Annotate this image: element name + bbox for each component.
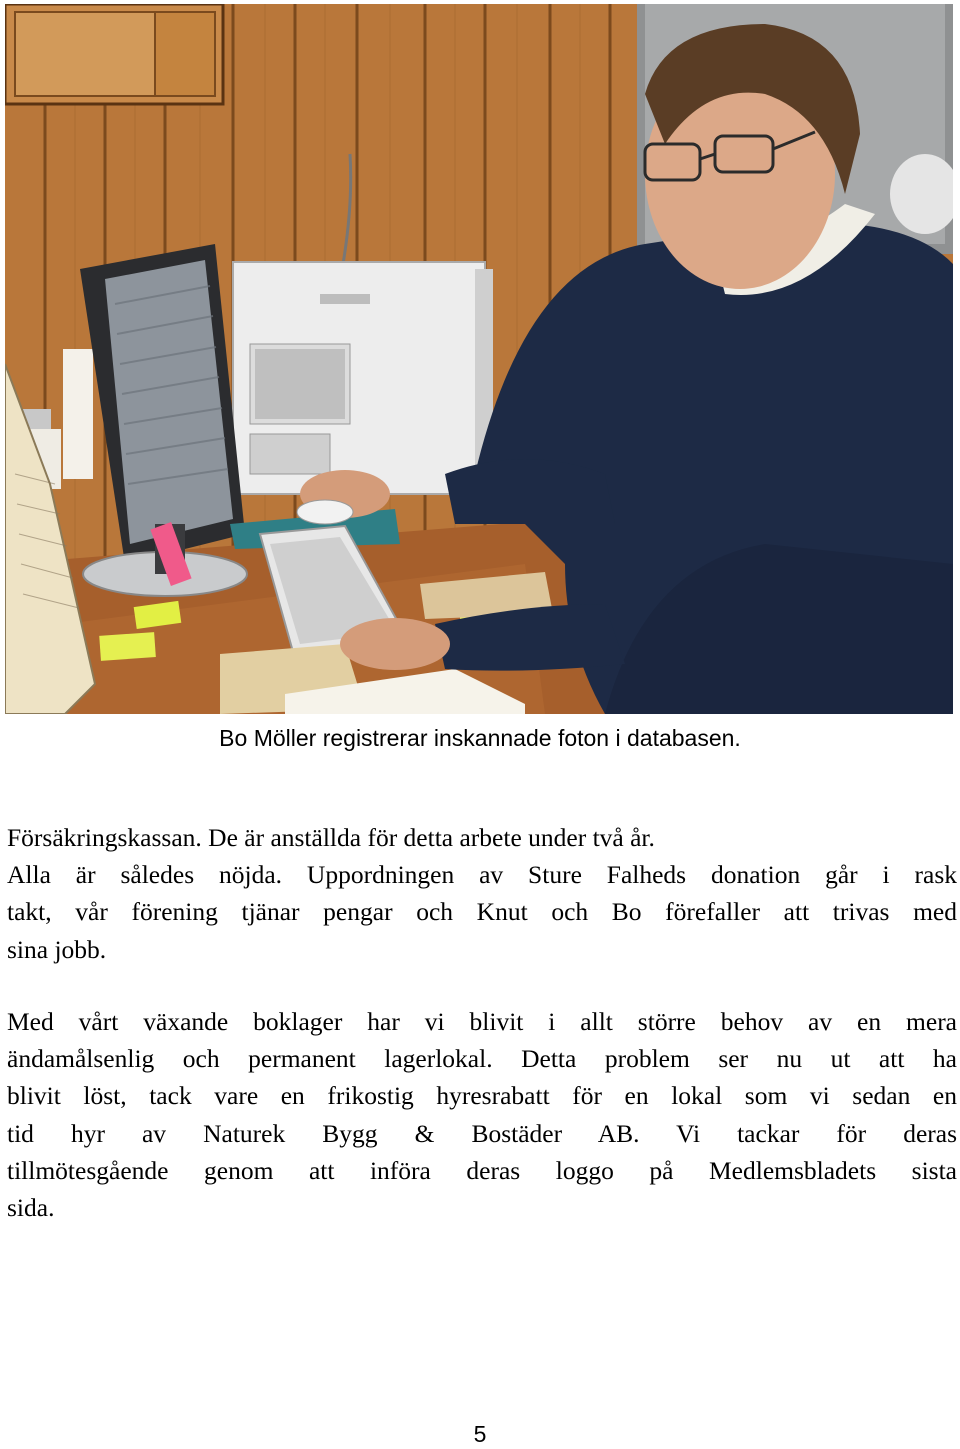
paragraph-2-line: tid hyr av Naturek Bygg & Bostäder AB. Vi tackar för deras <box>7 1118 957 1148</box>
paragraph-2 <box>7 1003 957 1226</box>
paragraph-1 <box>7 819 957 968</box>
page-number: 5 <box>473 1421 487 1447</box>
paragraph-2-line: tillmötesgående genom att införa deras loggo på Medlemsbladets sista <box>7 1155 957 1185</box>
paragraph-1-line: sina jobb. <box>7 934 107 964</box>
paragraph-2-line: sida. <box>7 1193 55 1223</box>
photo-caption: Bo Möller registrerar inskannade foton i databasen. <box>219 725 741 751</box>
paragraph-2-line: Med vårt växande boklager har vi blivit i allt större behov av en mera <box>7 1007 957 1036</box>
man-at-computer-photo <box>5 4 953 714</box>
paragraph-1-line: Alla är således nöjda. Uppordningen av Sture Falheds donation går i rask <box>7 860 957 890</box>
paragraph-2-line: blivit löst, tack vare en frikostig hyresrabatt för en lokal som vi sedan en <box>7 1081 957 1111</box>
paragraph-1-line: takt, vår förening tjänar pengar och Knut och Bo förefaller att trivas med <box>7 897 957 927</box>
paragraph-1-line: Försäkringskassan. De är anställda för detta arbete under två år. <box>7 823 655 852</box>
paragraph-2-line: ändamålsenlig och permanent lagerlokal. Detta problem ser nu ut att ha <box>7 1044 957 1074</box>
